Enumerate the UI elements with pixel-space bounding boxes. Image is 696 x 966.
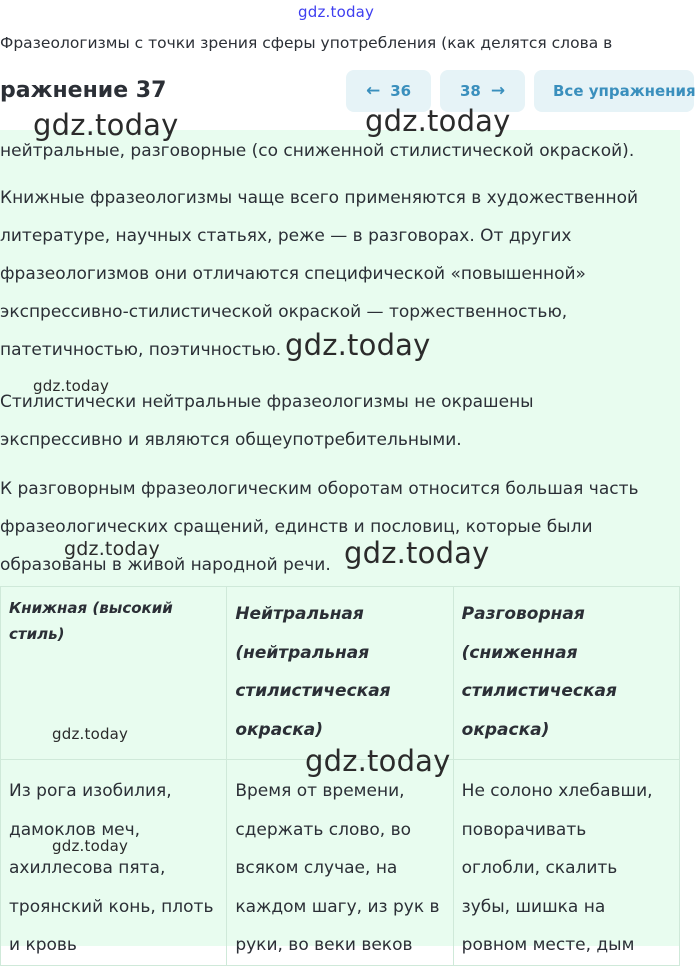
watermark: gdz.today [52,725,129,743]
watermark: gdz.today [64,538,160,560]
arrow-left-icon: ← [365,81,381,101]
cell-line: ахиллесова пята, [9,858,166,879]
cell-line: дамоклов меч, [9,819,141,840]
watermark: gdz.today [285,328,431,362]
text-line: фразеологических сращений, единств и пословиц, которые были [0,517,593,537]
header-line: Нейтральная [235,604,364,624]
cell-line: Из рога изобилия, [9,781,172,801]
cell-line: ровном месте, дым [461,935,635,956]
text-line: фразеологизмов они отличаются специфической «повышенной» [0,264,586,284]
watermark: gdz.today [52,837,129,855]
header-line: Разговорная [461,604,585,624]
text-line: экспрессивно и являются общеупотребительными. [0,430,462,450]
header-line: окраска) [235,719,324,740]
header-line: стиль) [9,625,65,643]
watermark: gdz.today [305,744,451,778]
all-exercises-label: Все упражнения [553,82,696,100]
cell-line: и кровь [9,935,77,956]
header-line: стилистическая [461,681,617,701]
text-line: патетичностью, поэтичностью. [0,340,282,360]
cell-line: Не солоно хлебавши, [461,781,653,801]
text-line: литературе, научных статьях, реже — в разговорах. От других [0,226,572,246]
cell-line: Время от времени, [235,781,405,801]
header-line: стилистическая [235,681,391,701]
cell-line: троянский конь, плоть [9,896,214,917]
cell-line: поворачивать [461,819,587,840]
header-line: Книжная (высокий [9,599,173,617]
table-row [1,760,680,966]
cell-line: зубы, шишка на [461,896,606,917]
text-line: Книжные фразеологизмы чаще всего применяются в художественной [0,188,639,208]
cell-line: оглобли, скалить [461,858,618,879]
watermark: gdz.today [33,108,179,142]
cell-line: каждом шагу, из рук в [235,896,440,917]
cell-line: всяком случае, на [235,858,398,879]
text-line: К разговорным фразеологическим оборотам относится большая часть [0,479,639,499]
exercise-title: ражнение 37 [0,78,167,103]
header-line: (нейтральная [235,642,370,663]
arrow-right-icon: → [490,81,506,101]
table-cell [227,760,453,966]
column-header-colloquial [453,587,679,760]
header-line: (сниженная [461,642,578,663]
subtitle: Фразеологизмы с точки зрения сферы употребления (как делятся слова в [0,34,613,52]
watermark: gdz.today [33,377,110,395]
cell-line: руки, во веки веков [235,935,413,956]
column-header-neutral [227,587,453,760]
text-line: экспрессивно-стилистической окраской — торжественностью, [0,302,568,322]
watermark: gdz.today [365,104,511,138]
next-exercise-label: 38 [459,82,481,100]
table-cell [453,760,679,966]
paragraph [0,470,680,584]
prev-exercise-label: 36 [390,82,412,100]
text-line: образованы в живой народной речи. [0,555,331,575]
header-line: окраска) [461,719,550,740]
watermark: gdz.today [344,536,490,570]
watermark: gdz.today [298,3,375,21]
text-line: нейтральные, разговорные (со сниженной стилистической окраской). [0,141,635,161]
all-exercises-button[interactable] [534,70,694,112]
cell-line: сдержать слово, во [235,819,411,840]
table-cell [1,760,227,966]
text-line: Стилистически нейтральные фразеологизмы не окрашены [0,392,534,412]
